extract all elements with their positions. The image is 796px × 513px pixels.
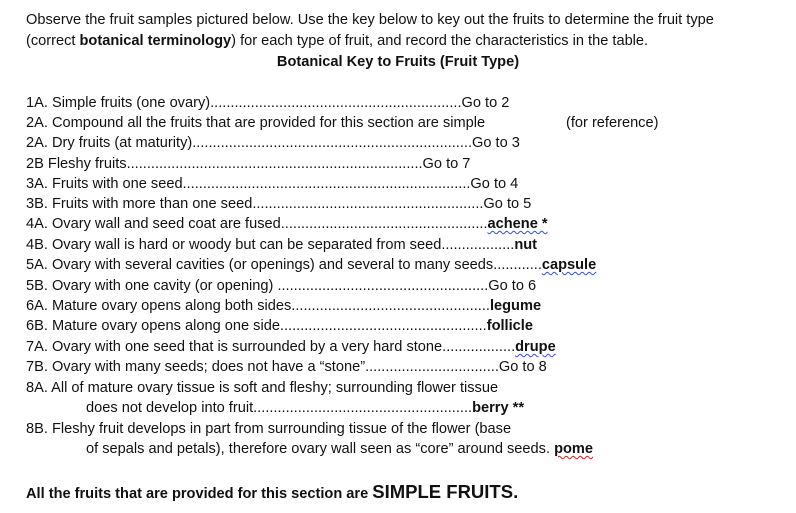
key-line-3a: 3A. Fruits with one seed.......................................................................Go to 4 bbox=[26, 176, 519, 192]
key-line-4a: 4A. Ovary wall and seed coat are fused...................................................achene * bbox=[26, 216, 548, 232]
result-follicle: follicle bbox=[486, 318, 533, 334]
footer-text: All the fruits that are provided for this section are bbox=[26, 486, 373, 502]
key-line-6b: 6B. Mature ovary opens along one side...................................................follicle bbox=[26, 318, 533, 334]
result-capsule: capsule bbox=[541, 257, 597, 273]
key-line-5a: 5A. Ovary with several cavities (or openings) and several to many seeds............capsule bbox=[26, 257, 597, 273]
result-legume: legume bbox=[489, 298, 542, 314]
intro-line-1 bbox=[26, 10, 714, 30]
result-drupe: drupe bbox=[515, 339, 556, 355]
result-nut: nut bbox=[514, 237, 538, 253]
key-line-2a-compound: 2A. Compound all the fruits that are provided for this section are simple bbox=[26, 115, 486, 131]
key-line-4b: 4B. Ovary wall is hard or woody but can be separated from seed..................nut bbox=[26, 237, 538, 253]
intro-text-1: Observe the fruit samples pictured below. Use the key below to key out the fruits to determine the fruit type bbox=[26, 12, 714, 28]
key-line-8a-cont: does not develop into fruit......................................................berry ** bbox=[86, 400, 525, 416]
intro-bold-term: botanical terminology bbox=[79, 33, 232, 49]
key-line-7a: 7A. Ovary with one seed that is surrounded by a very hard stone..................drupe bbox=[26, 339, 556, 355]
footer-line bbox=[26, 482, 518, 504]
key-line-2b: 2B Fleshy fruits.........................................................................Go to 7 bbox=[26, 156, 471, 172]
result-berry: berry ** bbox=[472, 400, 525, 416]
key-line-8a: 8A. All of mature ovary tissue is soft and fleshy; surrounding flower tissue bbox=[26, 380, 499, 396]
key-line-8b-cont: of sepals and petals), therefore ovary wall seen as “core” around seeds. pome bbox=[86, 441, 593, 457]
intro-text-2c: ) for each type of fruit, and record the characteristics in the table. bbox=[231, 33, 649, 49]
key-line-5b: 5B. Ovary with one cavity (or opening) ....................................................Go to 6 bbox=[26, 278, 537, 294]
key-line-1a: 1A. Simple fruits (one ovary)..............................................................Go to 2 bbox=[26, 95, 510, 111]
key-line-3b: 3B. Fruits with more than one seed.........................................................Go to 5 bbox=[26, 196, 532, 212]
key-line-6a: 6A. Mature ovary opens along both sides.................................................legume bbox=[26, 298, 542, 314]
key-heading: Botanical Key to Fruits (Fruit Type) bbox=[276, 54, 520, 70]
footer-emphasis: SIMPLE FRUITS. bbox=[372, 481, 519, 502]
result-pome: pome bbox=[554, 441, 593, 457]
key-line-8b: 8B. Fleshy fruit develops in part from surrounding tissue of the flower (base bbox=[26, 421, 512, 437]
result-achene: achene * bbox=[487, 216, 548, 232]
key-line-7b: 7B. Ovary with many seeds; does not have a “stone”.................................Go to 8 bbox=[26, 359, 547, 375]
intro-text-2a: (correct bbox=[26, 33, 80, 49]
intro-line-2 bbox=[26, 31, 648, 51]
reference-note: (for reference) bbox=[566, 115, 659, 131]
key-line-2a-dry: 2A. Dry fruits (at maturity).....................................................................Go to 3 bbox=[26, 135, 520, 151]
